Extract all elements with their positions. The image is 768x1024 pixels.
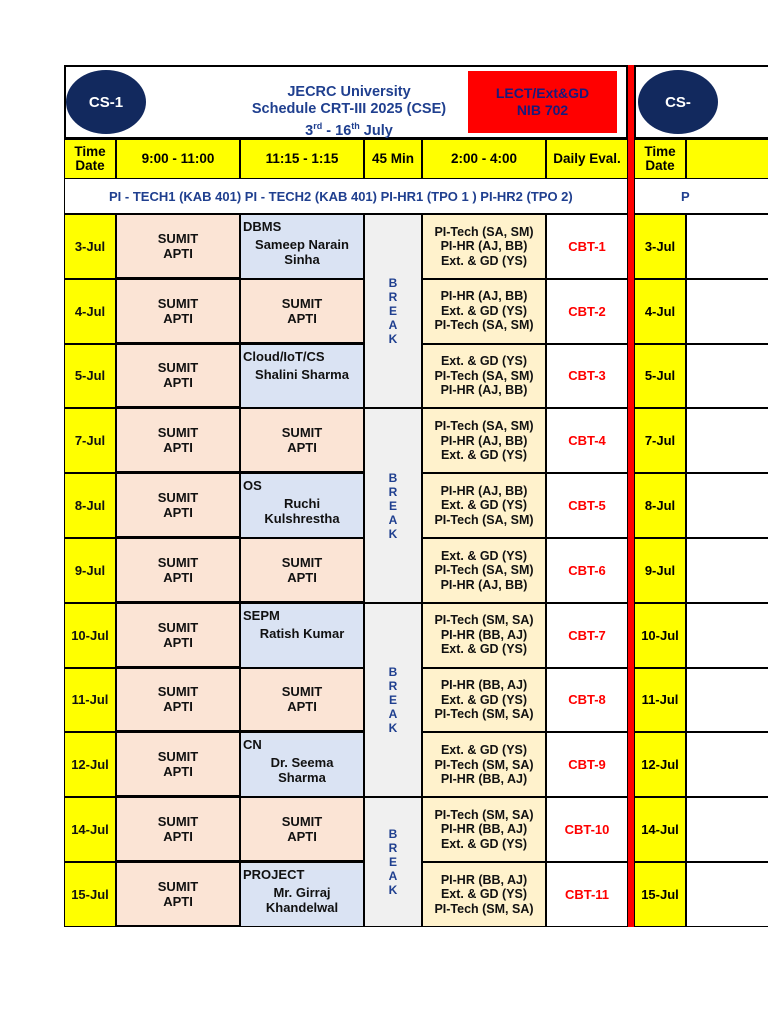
slot3-pi-cell	[422, 473, 546, 538]
pi-line: Ext. & GD (YS)	[440, 642, 528, 657]
class-badge-label: CS-1	[88, 93, 124, 111]
session-type: APTI	[163, 634, 193, 650]
pi-line: PI-Tech (SA, SM)	[434, 368, 534, 383]
break-letters	[389, 827, 398, 897]
date-cell-right	[634, 408, 686, 473]
cbt-label: CBT-6	[568, 562, 606, 578]
cbt-label: CBT-3	[568, 368, 606, 384]
break-letter: A	[388, 318, 398, 333]
pi-line: Ext. & GD (YS)	[440, 887, 528, 902]
date-label-right: 4-Jul	[644, 303, 676, 319]
slot3-pi-cell	[422, 862, 546, 927]
pi-line: Ext. & GD (YS)	[440, 836, 528, 851]
date-cell-right	[634, 344, 686, 409]
slot1-cell	[116, 862, 240, 927]
trainer-name: SUMIT	[281, 425, 323, 441]
pi-line: Ext. & GD (YS)	[440, 354, 528, 369]
slot2-subject-cell	[240, 603, 364, 668]
pi-line: PI-Tech (SA, SM)	[434, 419, 534, 434]
trainer-name: SUMIT	[157, 490, 199, 506]
break-block	[364, 408, 422, 602]
date-cell	[64, 344, 116, 409]
session-type: APTI	[163, 764, 193, 780]
date-label-right: 3-Jul	[644, 238, 676, 254]
date-cell-right	[634, 668, 686, 733]
date-cell	[64, 538, 116, 603]
break-letter: E	[388, 304, 397, 319]
slot1-cell	[116, 279, 240, 344]
slot3-pi-cell	[422, 408, 546, 473]
trainer-name: SUMIT	[157, 295, 199, 311]
slot3-pi-cell	[422, 214, 546, 279]
pi-line: PI-Tech (SM, SA)	[434, 901, 534, 916]
cbt-label: CBT-5	[568, 498, 606, 514]
pi-line: PI-HR (AJ, BB)	[440, 483, 528, 498]
pi-line: PI-HR (BB, AJ)	[440, 627, 528, 642]
date-cell	[64, 862, 116, 927]
break-letter: R	[388, 678, 398, 693]
trainer-name: SUMIT	[157, 684, 199, 700]
eval-cell	[546, 279, 628, 344]
session-type: APTI	[163, 505, 193, 521]
date-label: 11-Jul	[71, 692, 109, 708]
pi-line: PI-HR (AJ, BB)	[440, 383, 528, 398]
pi-line: PI-Tech (SM, SA)	[434, 707, 534, 722]
slot3-pi-cell	[422, 344, 546, 409]
trainer-name: SUMIT	[157, 425, 199, 441]
session-type: APTI	[163, 440, 193, 456]
break-letter: B	[388, 470, 398, 485]
slot1-cell	[116, 344, 240, 409]
slot2-cell	[240, 668, 364, 733]
break-letter: R	[388, 484, 398, 499]
slot1-cell-right	[686, 473, 768, 538]
slot3-pi-cell	[422, 797, 546, 862]
session-type: APTI	[287, 440, 317, 456]
slot2-cell	[240, 408, 364, 473]
session-type: APTI	[287, 310, 317, 326]
pi-line: Ext. & GD (YS)	[440, 692, 528, 707]
slot3-pi-cell	[422, 732, 546, 797]
eval-cell	[546, 538, 628, 603]
slot2-cell	[240, 279, 364, 344]
slot1-cell-right	[686, 214, 768, 279]
date-label-right: 15-Jul	[641, 886, 679, 902]
break-block	[364, 214, 422, 408]
date-cell	[64, 603, 116, 668]
break-letter: A	[388, 512, 398, 527]
slot2-subject-cell	[240, 732, 364, 797]
break-letter: E	[388, 498, 397, 513]
slot1-cell	[116, 732, 240, 797]
eval-cell	[546, 603, 628, 668]
date-label: 15-Jul	[71, 886, 109, 902]
date-label-right: 11-Jul	[641, 692, 679, 708]
cbt-label: CBT-8	[568, 692, 606, 708]
cbt-label: CBT-9	[568, 757, 606, 773]
pi-line: PI-HR (BB, AJ)	[440, 872, 528, 887]
eval-cell	[546, 473, 628, 538]
pi-line: PI-HR (AJ, BB)	[440, 433, 528, 448]
cbt-label: CBT-10	[564, 822, 610, 838]
break-block	[364, 797, 422, 927]
slot1-cell	[116, 603, 240, 668]
time-date-header: Time Date	[64, 139, 116, 179]
faculty-name: Ruchi Kulshrestha	[264, 496, 340, 527]
break-letter: B	[388, 664, 398, 679]
trainer-name: SUMIT	[157, 749, 199, 765]
trainer-name: SUMIT	[281, 684, 323, 700]
slot1-cell-right	[686, 797, 768, 862]
subject-title: CN	[243, 737, 262, 753]
subject-title: SEPM	[243, 607, 280, 623]
date-label: 4-Jul	[74, 303, 106, 319]
slot2-cell	[240, 538, 364, 603]
eval-cell	[546, 862, 628, 927]
page-title	[214, 84, 484, 140]
date-label: 8-Jul	[74, 498, 106, 514]
slot1-cell-right	[686, 603, 768, 668]
slot1-cell	[116, 408, 240, 473]
date-label: 14-Jul	[71, 822, 109, 838]
date-label: 10-Jul	[71, 627, 109, 643]
pi-line: Ext. & GD (YS)	[440, 253, 528, 268]
slot1-cell-right	[686, 862, 768, 927]
date-cell	[64, 214, 116, 279]
date-cell-right	[634, 797, 686, 862]
trainer-name: SUMIT	[157, 230, 199, 246]
eval-cell	[546, 797, 628, 862]
pi-line: PI-Tech (SA, SM)	[434, 224, 534, 239]
faculty-name: Shalini Sharma	[255, 366, 349, 382]
break-letter: A	[388, 868, 398, 883]
slot1-cell-right	[686, 668, 768, 733]
session-type: APTI	[163, 375, 193, 391]
break-letter: R	[388, 840, 398, 855]
slot1-cell-right	[686, 279, 768, 344]
date-label: 12-Jul	[71, 757, 109, 773]
date-cell-right	[634, 603, 686, 668]
date-cell	[64, 797, 116, 862]
class-badge-right	[638, 70, 718, 134]
cbt-label: CBT-11	[564, 886, 610, 902]
pi-line: PI-Tech (SM, SA)	[434, 613, 534, 628]
slot1-header-right	[686, 139, 768, 179]
date-label-right: 5-Jul	[644, 368, 676, 384]
eval-cell	[546, 408, 628, 473]
schedule-name: Schedule CRT-III 2025 (CSE)	[251, 101, 447, 117]
pi-line: PI-Tech (SM, SA)	[434, 807, 534, 822]
pi-line: Ext. & GD (YS)	[440, 548, 528, 563]
groups-line: PI - TECH1 (KAB 401) PI - TECH2 (KAB 401) PI-HR1 (TPO 1 ) PI-HR2 (TPO 2)	[64, 179, 628, 214]
slot3-pi-cell	[422, 279, 546, 344]
groups-line-right: P	[634, 179, 768, 214]
faculty-name: Ratish Kumar	[259, 625, 345, 641]
date-cell-right	[634, 473, 686, 538]
eval-cell	[546, 668, 628, 733]
eval-cell	[546, 732, 628, 797]
slot1-cell	[116, 538, 240, 603]
cbt-label: CBT-1	[568, 238, 606, 254]
session-type: APTI	[163, 699, 193, 715]
session-type: APTI	[287, 569, 317, 585]
schedule-period: 3rd - 16th July	[305, 121, 393, 139]
pi-line: PI-HR (BB, AJ)	[440, 822, 528, 837]
slot3-pi-cell	[422, 538, 546, 603]
slot1-cell-right	[686, 732, 768, 797]
pi-line: PI-HR (AJ, BB)	[440, 577, 528, 592]
eval-cell	[546, 214, 628, 279]
session-type: APTI	[163, 893, 193, 909]
break-header: 45 Min	[364, 139, 422, 179]
slot1-cell-right	[686, 408, 768, 473]
trainer-name: SUMIT	[157, 554, 199, 570]
slot2-header: 11:15 - 1:15	[240, 139, 364, 179]
slot1-cell-right	[686, 538, 768, 603]
pi-line: PI-Tech (SA, SM)	[434, 318, 534, 333]
time-date-header-right: Time Date	[634, 139, 686, 179]
slot1-cell	[116, 668, 240, 733]
date-label-right: 9-Jul	[644, 562, 676, 578]
slot3-pi-cell	[422, 668, 546, 733]
faculty-name: Dr. Seema Sharma	[270, 755, 334, 786]
slot3-header: 2:00 - 4:00	[422, 139, 546, 179]
date-label-right: 10-Jul	[641, 627, 679, 643]
break-letter: B	[388, 276, 398, 291]
date-label-right: 14-Jul	[641, 822, 679, 838]
date-cell-right	[634, 862, 686, 927]
pi-line: Ext. & GD (YS)	[440, 303, 528, 318]
university-name: JECRC University	[287, 84, 411, 100]
break-letter: R	[388, 290, 398, 305]
date-cell	[64, 668, 116, 733]
eval-cell	[546, 344, 628, 409]
cbt-label: CBT-7	[568, 627, 606, 643]
pi-line: PI-Tech (SA, SM)	[434, 512, 534, 527]
schedule-sheet	[64, 65, 768, 927]
break-letter: E	[388, 692, 397, 707]
pi-line: PI-HR (AJ, BB)	[440, 239, 528, 254]
class-badge	[66, 70, 146, 134]
date-cell-right	[634, 732, 686, 797]
slot2-subject-cell	[240, 473, 364, 538]
date-label: 3-Jul	[74, 238, 106, 254]
break-letters	[389, 665, 398, 735]
break-letters	[389, 276, 398, 346]
slot2-subject-cell	[240, 344, 364, 409]
date-label-right: 8-Jul	[644, 498, 676, 514]
date-label-right: 7-Jul	[644, 433, 676, 449]
faculty-name: Mr. Girraj Khandelwal	[265, 885, 339, 915]
break-letter: K	[388, 526, 398, 541]
slot1-cell	[116, 797, 240, 862]
session-type: APTI	[163, 310, 193, 326]
pi-line: Ext. & GD (YS)	[440, 498, 528, 513]
session-type: APTI	[163, 829, 193, 845]
break-letters	[389, 471, 398, 541]
trainer-name: SUMIT	[157, 360, 199, 376]
session-type: APTI	[163, 245, 193, 261]
slot2-subject-cell	[240, 862, 364, 927]
session-type: APTI	[163, 569, 193, 585]
session-type: APTI	[287, 699, 317, 715]
slot1-cell-right	[686, 344, 768, 409]
pi-line: PI-HR (AJ, BB)	[440, 289, 528, 304]
date-cell-right	[634, 214, 686, 279]
cbt-label: CBT-2	[568, 303, 606, 319]
pi-line: Ext. & GD (YS)	[440, 743, 528, 758]
session-type: APTI	[287, 829, 317, 845]
class-badge-right-label: CS-	[665, 93, 691, 111]
slot1-header: 9:00 - 11:00	[116, 139, 240, 179]
pi-line: PI-Tech (SM, SA)	[434, 757, 534, 772]
break-block	[364, 603, 422, 797]
venue-box	[468, 71, 617, 133]
break-letter: K	[388, 882, 398, 897]
date-label: 9-Jul	[74, 562, 106, 578]
date-cell-right	[634, 538, 686, 603]
trainer-name: SUMIT	[281, 554, 323, 570]
slot1-cell	[116, 214, 240, 279]
trainer-name: SUMIT	[157, 619, 199, 635]
subject-title: Cloud/IoT/CS	[243, 348, 325, 364]
faculty-name: Sameep Narain Sinha	[255, 237, 349, 267]
trainer-name: SUMIT	[281, 814, 323, 830]
trainer-name: SUMIT	[157, 814, 199, 830]
date-cell	[64, 732, 116, 797]
cbt-label: CBT-4	[568, 433, 606, 449]
break-letter: E	[388, 854, 397, 869]
pi-line: PI-HR (BB, AJ)	[440, 772, 528, 787]
date-cell	[64, 473, 116, 538]
date-label: 7-Jul	[74, 433, 106, 449]
date-label: 5-Jul	[74, 368, 106, 384]
break-letter: K	[388, 720, 398, 735]
slot2-cell	[240, 797, 364, 862]
break-letter: A	[388, 706, 398, 721]
date-cell	[64, 408, 116, 473]
break-letter: K	[388, 332, 398, 347]
trainer-name: SUMIT	[157, 878, 199, 894]
eval-header: Daily Eval.	[546, 139, 628, 179]
pi-line: Ext. & GD (YS)	[440, 448, 528, 463]
subject-title: PROJECT	[243, 867, 305, 882]
subject-title: OS	[243, 478, 262, 494]
trainer-name: SUMIT	[281, 295, 323, 311]
subject-title: DBMS	[243, 219, 282, 234]
break-letter: B	[388, 826, 398, 841]
pi-line: PI-HR (BB, AJ)	[440, 678, 528, 693]
venue-line2: NIB 702	[516, 102, 569, 118]
date-label-right: 12-Jul	[641, 757, 679, 773]
slot3-pi-cell	[422, 603, 546, 668]
slot2-subject-cell	[240, 214, 364, 279]
pi-line: PI-Tech (SA, SM)	[434, 563, 534, 578]
date-cell-right	[634, 279, 686, 344]
date-cell	[64, 279, 116, 344]
slot1-cell	[116, 473, 240, 538]
venue-line1: LECT/Ext&GD	[495, 85, 590, 101]
